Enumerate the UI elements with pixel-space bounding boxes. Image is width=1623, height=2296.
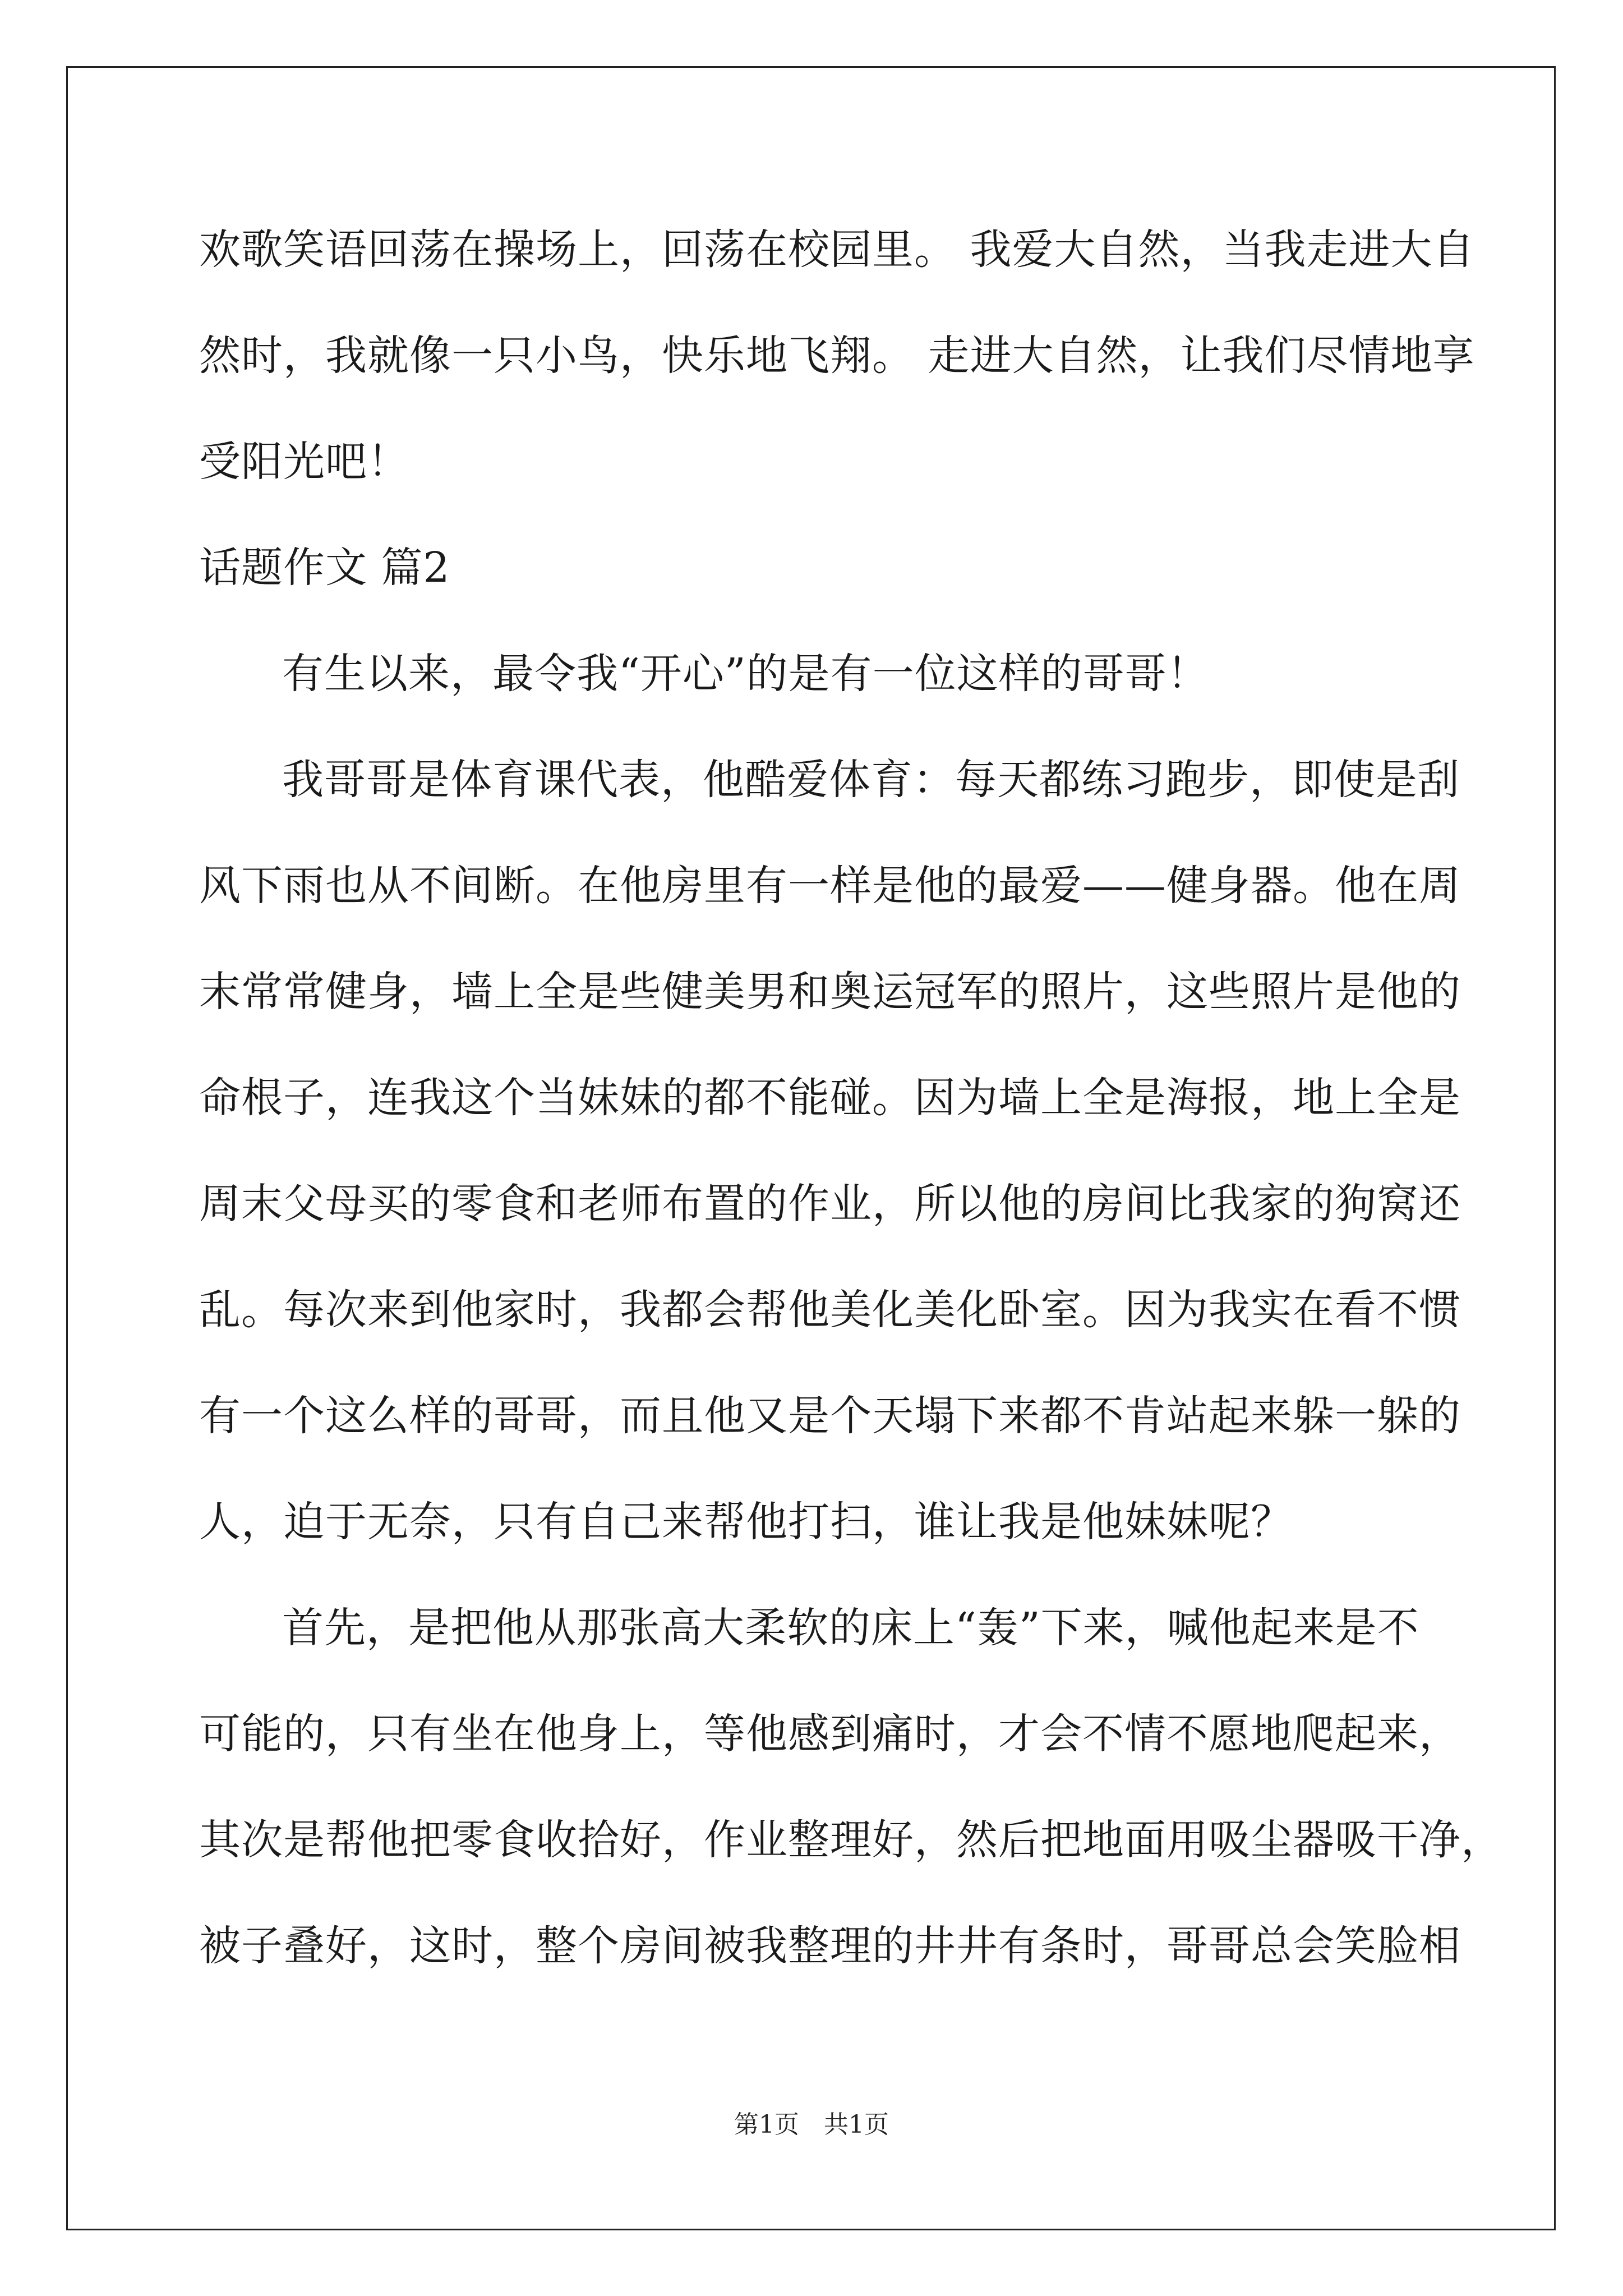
paragraph-first-line: 首先，是把他从那张高大柔软的床上“轰”下来，喊他起来是不 [282,1604,1419,1652]
text-line: 受阳光吧！ [199,438,409,486]
text-line: 乱。每次来到他家时，我都会帮他美化美化卧室。因为我实在看不惯 [199,1286,1461,1334]
text-line: 命根子，连我这个当妹妹的都不能碰。因为墙上全是海报，地上全是 [199,1074,1461,1122]
text-line: 风下雨也从不间断。在他房里有一样是他的最爱——健身器。他在周 [199,862,1461,910]
text-line: 末常常健身，墙上全是些健美男和奥运冠军的照片，这些照片是他的 [199,968,1461,1016]
paragraph-first-line: 有生以来，最令我“开心”的是有一位这样的哥哥！ [282,650,1209,698]
page-number-footer: 第1页 共1页 [734,2110,889,2139]
paragraph-first-line: 我哥哥是体育课代表，他酷爱体育：每天都练习跑步，即使是刮 [282,756,1460,804]
text-line: 然时，我就像一只小鸟，快乐地飞翔。 走进大自然，让我们尽情地享 [199,332,1475,380]
text-line: 欢歌笑语回荡在操场上，回荡在校园里。 我爱大自然，当我走进大自 [199,226,1475,274]
text-line: 人，迫于无奈，只有自己来帮他打扫，谁让我是他妹妹呢？ [199,1498,1293,1546]
text-line: 其次是帮他把零食收拾好，作业整理好，然后把地面用吸尘器吸干净， [199,1816,1503,1864]
text-line: 被子叠好，这时，整个房间被我整理的井井有条时，哥哥总会笑脸相 [199,1922,1461,1970]
text-line: 可能的，只有坐在他身上，等他感到痛时，才会不情不愿地爬起来， [199,1710,1461,1758]
text-line: 有一个这么样的哥哥，而且他又是个天塌下来都不肯站起来躲一躲的 [199,1392,1461,1440]
section-heading: 话题作文 篇2 [199,544,450,592]
text-line: 周末父母买的零食和老师布置的作业，所以他的房间比我家的狗窝还 [199,1180,1461,1228]
document-body [199,219,1503,2021]
